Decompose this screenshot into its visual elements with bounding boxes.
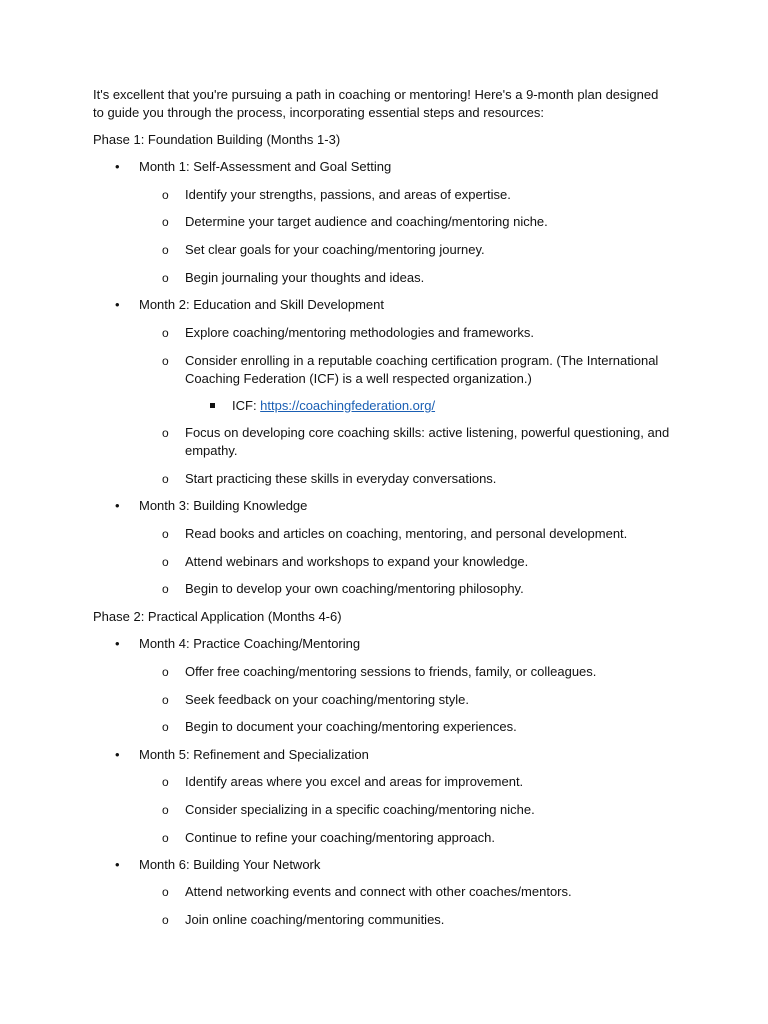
sub-bullet-marker: o <box>162 243 169 257</box>
list-item: Focus on developing core coaching skills: active listening, powerful questioning, and <box>185 425 670 440</box>
list-item: Consider specializing in a specific coaching/mentoring niche. <box>185 802 535 817</box>
list-item: Continue to refine your coaching/mentoring approach. <box>185 830 496 845</box>
sub-bullet-marker: o <box>162 188 169 202</box>
list-item: Attend webinars and workshops to expand your knowledge. <box>185 554 529 569</box>
list-item: Consider enrolling in a reputable coaching certification program. (The International <box>185 353 659 368</box>
sub-bullet-marker: o <box>162 271 169 285</box>
bullet-marker: • <box>115 297 120 312</box>
square-bullet-marker <box>210 403 215 408</box>
bullet-marker: • <box>115 498 120 513</box>
month-5-title: Month 5: Refinement and Specialization <box>139 747 369 762</box>
list-item: Begin journaling your thoughts and ideas. <box>185 270 425 285</box>
sub-bullet-marker: o <box>162 472 169 486</box>
list-item-continuation: Coaching Federation (ICF) is a well respected organization.) <box>185 371 532 386</box>
sub-bullet-marker: o <box>162 775 169 789</box>
sub-bullet-marker: o <box>162 326 169 340</box>
icf-link[interactable]: https://coachingfederation.org/ <box>260 398 436 413</box>
list-item: Offer free coaching/mentoring sessions to friends, family, or colleagues. <box>185 664 597 679</box>
sub-bullet-marker: o <box>162 720 169 734</box>
month-1-title: Month 1: Self-Assessment and Goal Setting <box>139 159 392 174</box>
sub-bullet-marker: o <box>162 527 169 541</box>
resource-label: ICF: <box>232 398 261 413</box>
sub-bullet-marker: o <box>162 803 169 817</box>
sub-bullet-marker: o <box>162 913 169 927</box>
sub-bullet-marker: o <box>162 555 169 569</box>
list-item-continuation: empathy. <box>185 443 238 458</box>
sub-bullet-marker: o <box>162 831 169 845</box>
intro-line-1: It's excellent that you're pursuing a path in coaching or mentoring! Here's a 9-month plan designed <box>93 87 659 102</box>
list-item: Join online coaching/mentoring communities. <box>185 912 445 927</box>
list-item: Identify areas where you excel and areas for improvement. <box>185 774 524 789</box>
list-item: Determine your target audience and coaching/mentoring niche. <box>185 214 548 229</box>
list-item: Start practicing these skills in everyday conversations. <box>185 471 497 486</box>
list-item: Begin to document your coaching/mentoring experiences. <box>185 719 517 734</box>
list-item: Seek feedback on your coaching/mentoring style. <box>185 692 470 707</box>
list-item: Begin to develop your own coaching/mentoring philosophy. <box>185 581 524 596</box>
month-6-title: Month 6: Building Your Network <box>139 857 321 872</box>
month-3-title: Month 3: Building Knowledge <box>139 498 308 513</box>
sub-bullet-marker: o <box>162 426 169 440</box>
bullet-marker: • <box>115 159 120 174</box>
list-item: Set clear goals for your coaching/mentoring journey. <box>185 242 485 257</box>
sub-bullet-marker: o <box>162 215 169 229</box>
sub-bullet-marker: o <box>162 693 169 707</box>
phase-2-heading: Phase 2: Practical Application (Months 4-6) <box>93 609 342 624</box>
sub-bullet-marker: o <box>162 354 169 368</box>
sub-bullet-marker: o <box>162 582 169 596</box>
month-2-title: Month 2: Education and Skill Development <box>139 297 384 312</box>
phase-1-heading: Phase 1: Foundation Building (Months 1-3) <box>93 132 341 147</box>
intro-line-2: to guide you through the process, incorporating essential steps and resources: <box>93 105 544 120</box>
bullet-marker: • <box>115 747 120 762</box>
list-item: Attend networking events and connect with other coaches/mentors. <box>185 884 572 899</box>
bullet-marker: • <box>115 857 120 872</box>
month-4-title: Month 4: Practice Coaching/Mentoring <box>139 636 361 651</box>
list-item: Identify your strengths, passions, and areas of expertise. <box>185 187 511 202</box>
bullet-marker: • <box>115 636 120 651</box>
sub-bullet-marker: o <box>162 885 169 899</box>
sub-bullet-marker: o <box>162 665 169 679</box>
list-item: Explore coaching/mentoring methodologies and frameworks. <box>185 325 535 340</box>
list-item: Read books and articles on coaching, mentoring, and personal development. <box>185 526 628 541</box>
resource-item <box>232 397 435 415</box>
